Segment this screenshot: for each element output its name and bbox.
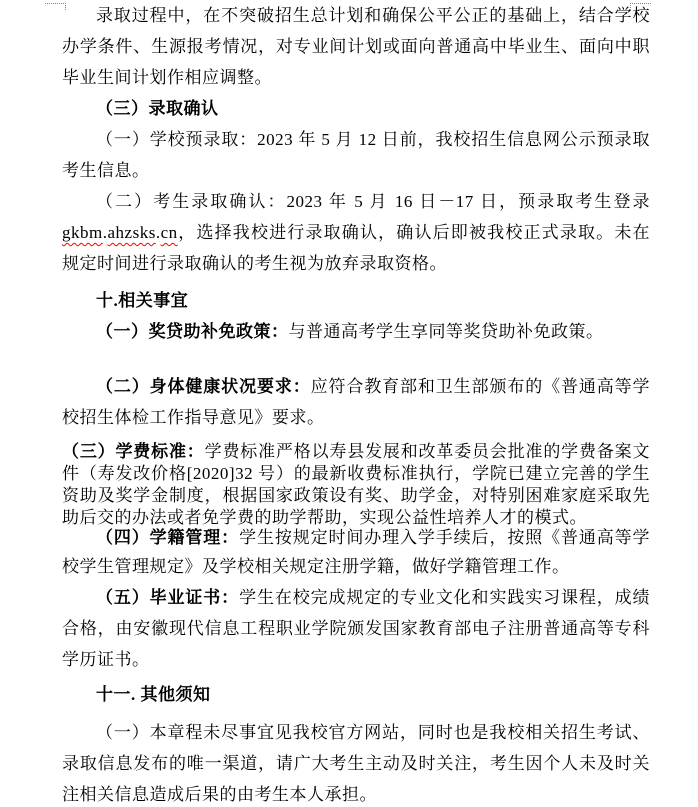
- heading-other-notes: [62, 679, 650, 710]
- text-boundary-corner-mark-left: [45, 3, 66, 10]
- heading-related-matters: [62, 285, 650, 316]
- paragraph-candidate-confirm: [62, 186, 650, 279]
- heading-text: 十一. 其他须知: [96, 685, 211, 704]
- heading-text: （三）录取确认: [96, 99, 219, 118]
- paragraph-official-website: [62, 717, 650, 807]
- paragraph-lead-bold: （二）身体健康状况要求：: [96, 377, 311, 396]
- paragraph-text: （一）学校预录取：2023 年 5 月 12 日前，我校招生信息网公示预录取考生信息。: [62, 130, 650, 180]
- url-dot: .: [155, 223, 161, 242]
- paragraph-lead-bold: （一）奖贷助补免政策：: [96, 322, 289, 341]
- paragraph-text: 学费标准严格以寿县发展和改革委员会批准的学费备案文件（寿发改价格[2020]32 号）的最新收费标准执行，学院已建立完善的学生资助及奖学金制度，根据国家政策设有奖、助学金，对特别困难家庭采取先助后交的办法或者免学费的助学帮助，实现公益性培养人才的模式。: [62, 442, 650, 527]
- heading-admission-confirm: [62, 93, 650, 124]
- paragraph-school-preadmit: [62, 124, 650, 186]
- paragraph-text: 学生在校完成规定的专业文化和实践实习课程，成绩合格，由安徽现代信息工程职业学院颁发国家教育部电子注册普通高等专科学历证书。: [62, 588, 651, 669]
- url-dot: .: [102, 223, 108, 242]
- paragraph-lead-bold: （四）学籍管理：: [96, 528, 240, 547]
- paragraph-lead-bold: （三）学费标准：: [62, 442, 205, 461]
- paragraph-tuition-standard: [62, 441, 650, 529]
- paragraph-text: 应符合教育部和卫生部颁布的《普通高等学校招生体检工作指导意见》要求。: [62, 377, 651, 427]
- paragraph-text: 与普通高考学生享同等奖贷助补免政策。: [288, 322, 604, 341]
- paragraph-lead-bold: （五）毕业证书：: [96, 588, 240, 607]
- paragraph-student-status: [62, 523, 650, 581]
- paragraph-diploma: [62, 582, 650, 675]
- paragraph-text: ，选择我校进行录取确认，确认后即被我校正式录取。未在规定时间进行录取确认的考生视为放弃录取资格。: [62, 223, 650, 273]
- url-segment-cn: cn: [160, 223, 178, 242]
- paragraph-aid-policy: [62, 316, 650, 347]
- url-segment-gkbm: gkbm: [62, 223, 103, 242]
- paragraph-text: （一）本章程未尽事宜见我校官方网站，同时也是我校相关招生考试、录取信息发布的唯一渠道，请广大考生主动及时关注，考生因个人未及时关注相关信息造成后果的由考生本人承担。: [62, 723, 650, 804]
- paragraph-text: （二）考生录取确认：2023 年 5 月 16 日－17 日，预录取考生登录: [96, 192, 650, 211]
- paragraph-text: 学生按规定时间办理入学手续后，按照《普通高等学校学生管理规定》及学校相关规定注册学籍，做好学籍管理工作。: [62, 528, 651, 576]
- heading-text: 十.相关事宜: [96, 291, 189, 310]
- text-boundary-corner-mark-right: [630, 3, 651, 10]
- paragraph-text: 录取过程中，在不突破招生总计划和确保公平公正的基础上，结合学校办学条件、生源报考情况，对专业间计划或面向普通高中毕业生、面向中职毕业生间计划作相应调整。: [62, 6, 650, 87]
- url-segment-ahzsks: ahzsks: [107, 223, 156, 242]
- paragraph-health-requirement: [62, 371, 650, 433]
- paragraph-plan-adjustment: [62, 0, 650, 93]
